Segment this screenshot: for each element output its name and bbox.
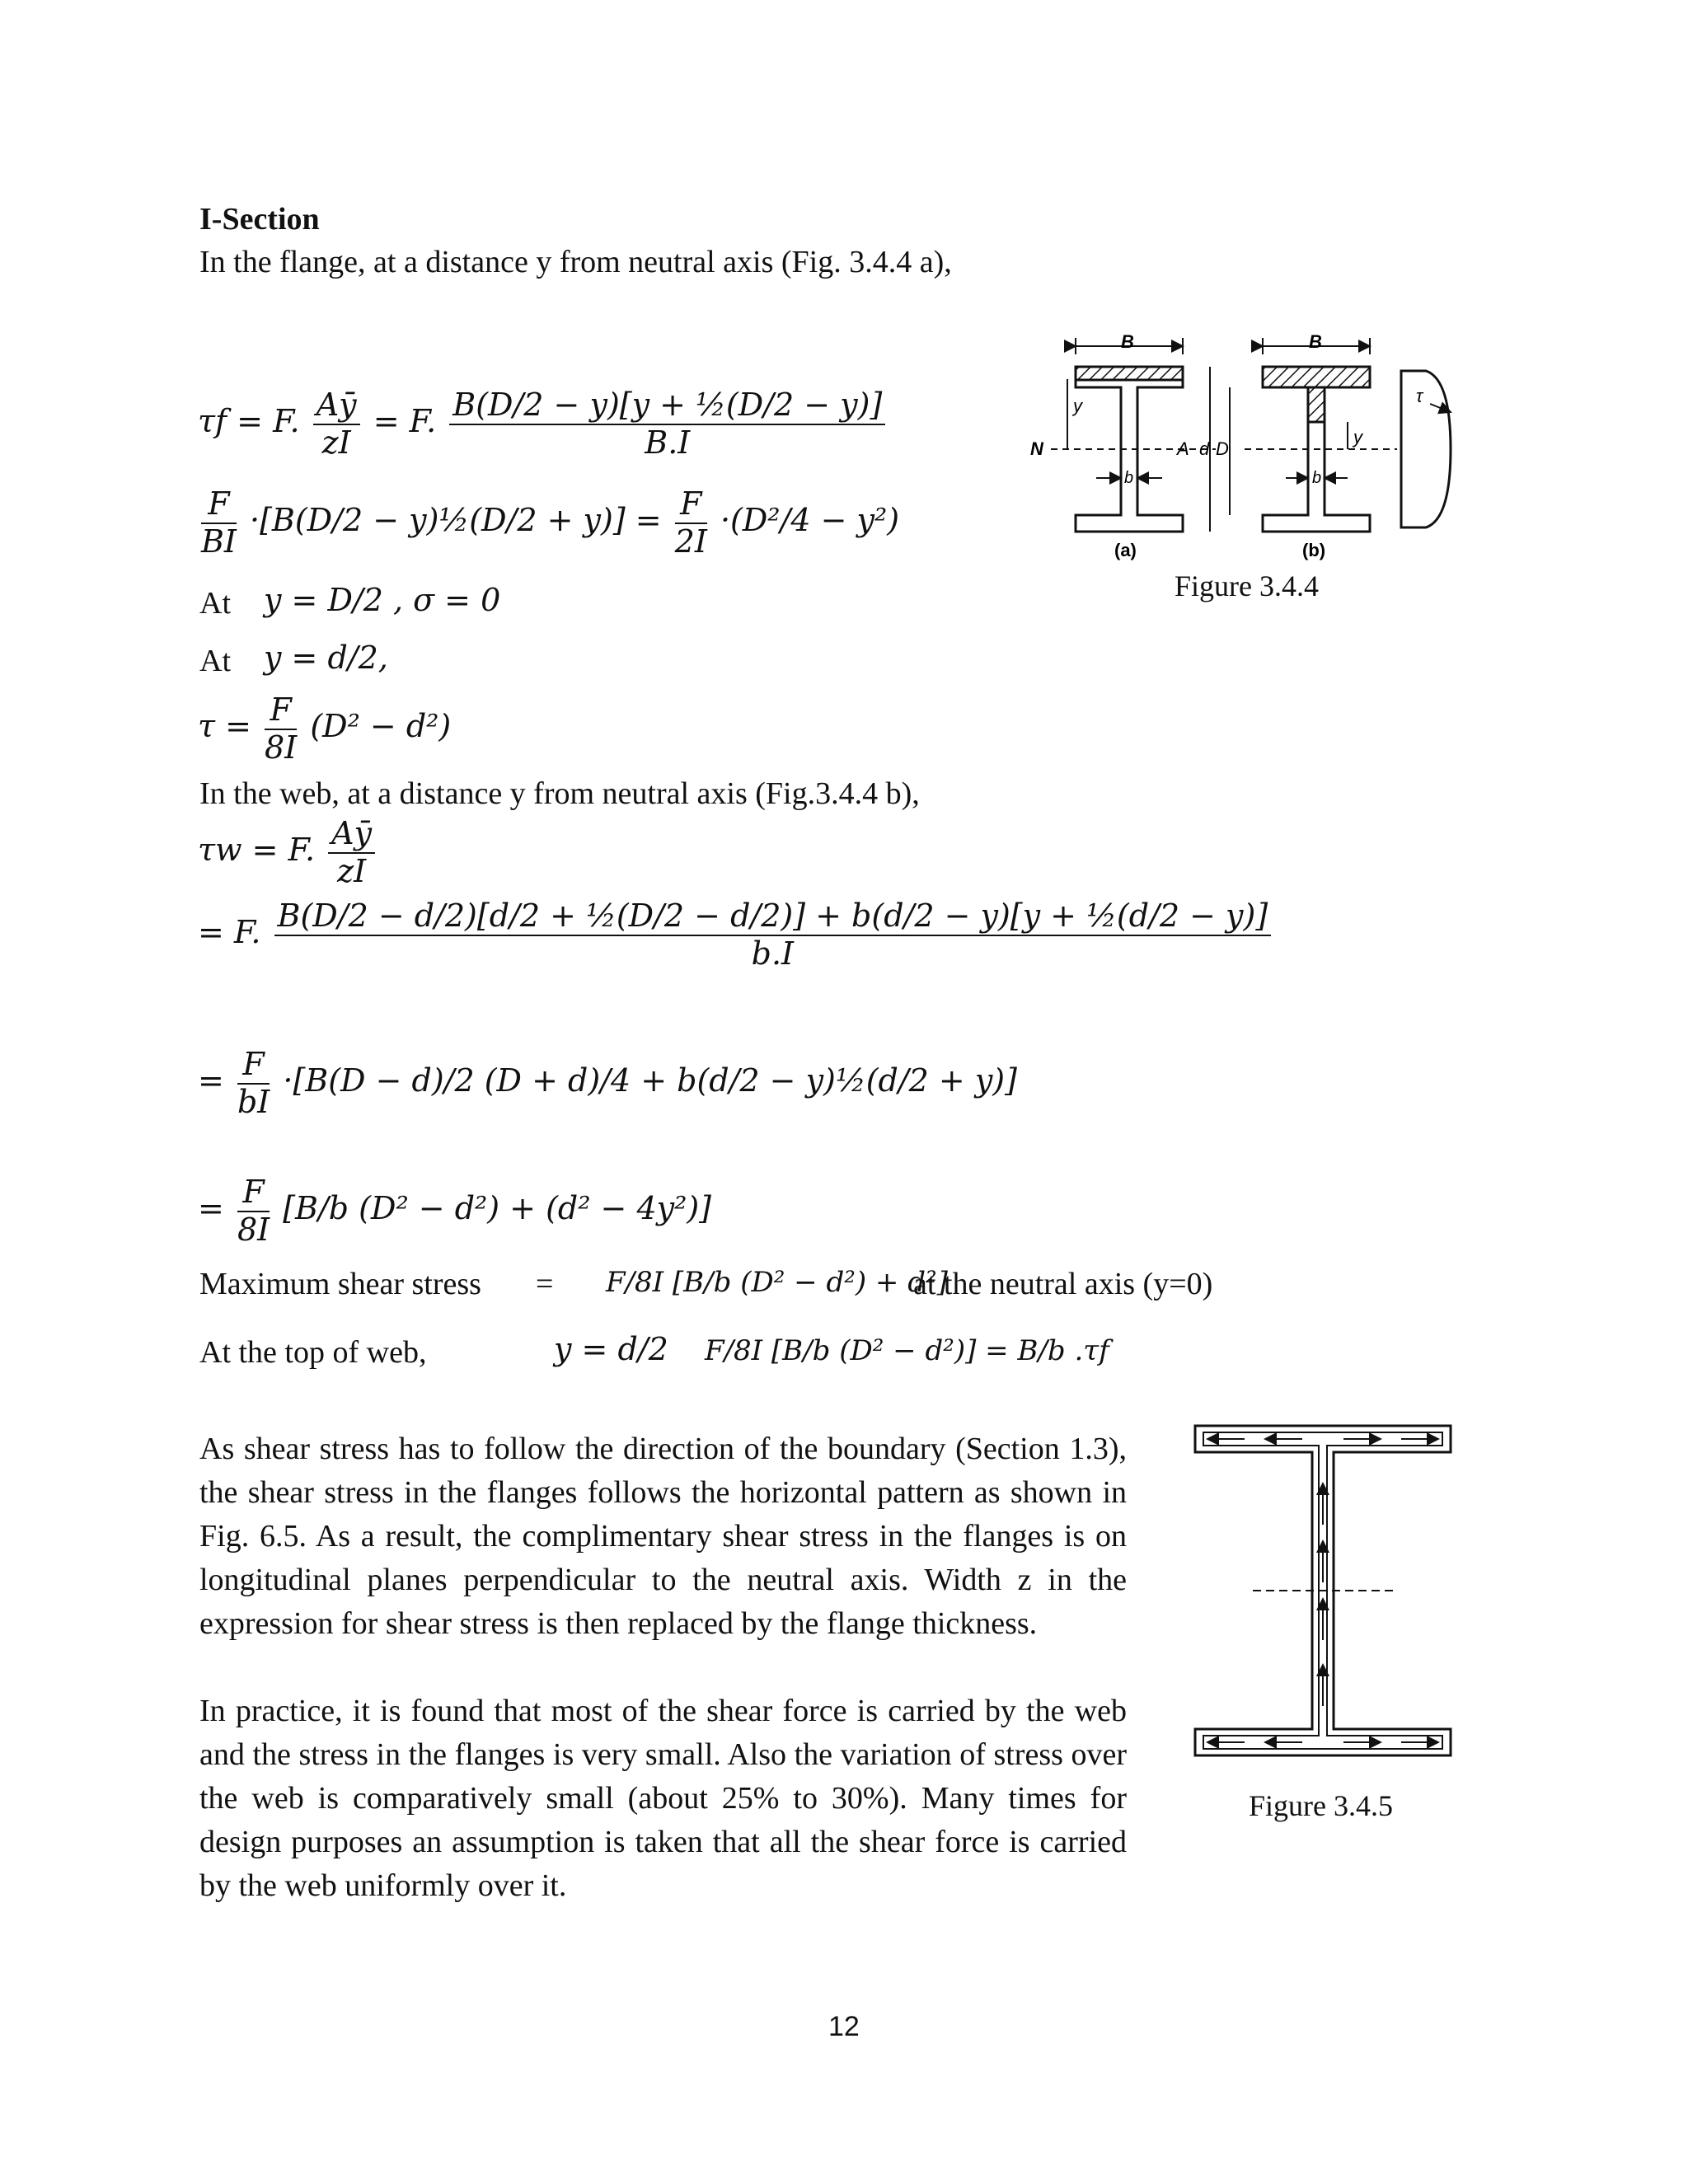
numerator-ay-2: Aȳ <box>328 816 375 854</box>
tau-equation <box>198 692 451 766</box>
web-simplified-bracket: [B/b (D² − d²) + (d² − 4y²)] <box>283 1190 711 1227</box>
i-section-a <box>1051 338 1230 532</box>
web-intro-text: In the web, at a distance y from neutral axis (Fig.3.4.4 b), <box>199 776 920 811</box>
max-shear-expression: F/8I [B/b (D² − d²) + d²] <box>606 1266 948 1299</box>
top-web-label: At the top of web, <box>199 1335 427 1370</box>
numerator-f-2: F <box>675 486 707 524</box>
paragraph-practice: In practice, it is found that most of the shear force is carried by the web and the stress in the flanges is very small. Also the variation of stress over the web is comparatively small (about 25% to 30%). Many times for design purposes an assumption is taken that all the shear force is carried by the web uniformly over it. <box>199 1694 1127 1903</box>
i-section-shear-flow <box>1195 1426 1451 1755</box>
tau-lhs: τ = <box>198 708 251 745</box>
numerator-f: F <box>201 486 237 524</box>
ay-over-zi-fraction-2 <box>328 816 375 889</box>
denominator-bi-2: bI <box>237 1083 270 1120</box>
top-web-condition: y = d/2 <box>554 1331 668 1367</box>
label-fig-b: (b) <box>1302 540 1326 560</box>
numerator-f-3: F <box>265 692 297 730</box>
figure-3-4-4-caption: Figure 3.4.4 <box>1175 569 1319 602</box>
figure-3-4-5 <box>1187 1418 1459 1780</box>
label-d-small: d <box>1199 438 1210 459</box>
web-expansion-bracket: ·[B(D − d)/2 (D + d)/4 + b(d/2 − y)½(d/2 + y)] <box>283 1062 1017 1099</box>
equals-sign-4: = <box>198 1190 224 1227</box>
at-small-d2-condition: y = d/2, <box>264 640 388 676</box>
top-web-expression: F/8I [B/b (D² − d²)] = B/b .τf <box>705 1334 1109 1367</box>
web-fraction <box>274 898 1272 972</box>
f-over-bi-fraction <box>201 486 237 560</box>
flange-intro-text: In the flange, at a distance y from neutral axis (Fig. 3.4.4 a), <box>199 245 952 279</box>
denominator-zi: zI <box>321 424 351 461</box>
equals-f-2: = F. <box>198 914 261 951</box>
flange-expansion-equation <box>198 486 899 560</box>
f-over-8i-fraction-2 <box>237 1174 270 1248</box>
tau-w-lhs: τw = F. <box>198 832 316 869</box>
web-denominator: b.I <box>751 935 795 972</box>
label-b-upper-b: B <box>1309 331 1322 352</box>
paragraph-boundary: As shear stress has to follow the direction of the boundary (Section 1.3), the shear stress in the flanges follows the horizontal pattern as shown in Fig. 6.5. As a result, the complimentary shear stress in the flanges is on longitudinal planes perpendicular to the neutral axis. Width z in the expression for shear stress is then replaced by the flange thickness. <box>199 1432 1127 1641</box>
tau-w-equation <box>198 816 378 889</box>
flange-fraction <box>449 387 885 461</box>
figure-3-4-4 <box>1022 330 1484 569</box>
figure-3-4-5-caption: Figure 3.4.5 <box>1249 1789 1393 1822</box>
denominator-2i: 2I <box>674 523 707 560</box>
flange-denominator: B.I <box>645 424 691 461</box>
max-shear-label: Maximum shear stress <box>199 1267 481 1301</box>
web-simplified-equation <box>198 1174 711 1248</box>
f-over-bi-fraction-2 <box>237 1047 270 1120</box>
numerator-f-4: F <box>237 1047 270 1085</box>
at-d2-condition: y = D/2 , σ = 0 <box>264 582 501 618</box>
f-over-8i-fraction <box>265 692 297 766</box>
flange-numerator: B(D/2 − y)[y + ½(D/2 − y)] <box>449 387 885 425</box>
bracket-expression: ·[B(D/2 − y)½(D/2 + y)] = <box>250 502 662 539</box>
max-shear-equals: = <box>536 1267 554 1301</box>
numerator-ay: Aȳ <box>313 387 360 425</box>
f-over-2i-fraction <box>675 486 707 560</box>
label-tau: τ <box>1416 386 1423 406</box>
tau-tail: (D² − d²) <box>310 708 452 745</box>
max-shear-tail: at the neutral axis (y=0) <box>913 1267 1213 1301</box>
page-number: 12 <box>828 2011 860 2042</box>
tau-f-lhs: τf = F. <box>198 403 300 440</box>
equals-sign-3: = <box>198 1062 224 1099</box>
label-d-upper: D <box>1216 438 1229 459</box>
web-fraction-equation <box>198 898 1274 972</box>
label-y-b: y <box>1353 427 1362 448</box>
label-y-a: y <box>1073 396 1082 416</box>
tau-f-equation <box>198 387 889 461</box>
label-a: A <box>1177 438 1189 459</box>
at-label-2: At <box>199 644 231 678</box>
label-fig-a: (a) <box>1114 540 1137 560</box>
section-heading: I-Section <box>199 202 320 237</box>
equals-f: = F. <box>373 403 437 440</box>
ay-over-zi-fraction <box>313 387 360 461</box>
label-b-web-b: b <box>1312 469 1322 487</box>
numerator-f-5: F <box>237 1174 270 1212</box>
label-b-web-a: b <box>1124 469 1134 487</box>
denominator-8i-2: 8I <box>237 1211 270 1248</box>
denominator-bi: BI <box>201 523 237 560</box>
at-label-1: At <box>199 586 231 621</box>
label-n: N <box>1030 438 1043 459</box>
i-section-b <box>1245 338 1451 532</box>
label-b-upper-a: B <box>1121 331 1134 352</box>
paren-expression: ·(D²/4 − y²) <box>720 502 900 539</box>
denominator-zi-2: zI <box>337 852 367 889</box>
web-numerator: B(D/2 − d/2)[d/2 + ½(D/2 − d/2)] + b(d/2 − y)[y + ½(d/2 − y)] <box>274 898 1272 936</box>
denominator-8i: 8I <box>265 729 298 766</box>
web-expansion-equation <box>198 1047 1017 1120</box>
